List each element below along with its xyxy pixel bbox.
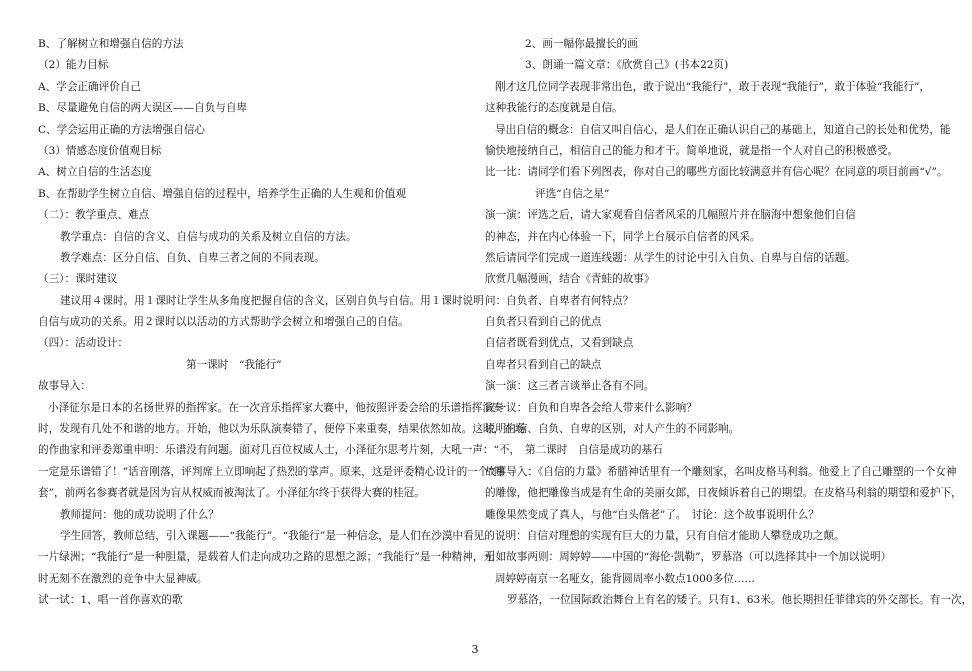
text-line: 故事导入： xyxy=(38,380,91,393)
text-line: 时无刻不在激烈的竞争中大显神威。 xyxy=(38,572,208,585)
text-line: 一定是乐谱错了！”话音刚落，评判席上立即响起了热烈的掌声。原来，这是评委精心设计的一个“圈 xyxy=(38,465,505,478)
lesson-title: 第二课时 自信是成功的基石 xyxy=(525,444,663,457)
text-line: B、了解树立和增强自信的方法 xyxy=(38,38,184,50)
text-line: 学生回答，教师总结，引入课题——“我能行”。“我能行”是一种信念，是人们在沙漠中看见的 xyxy=(60,529,495,542)
text-line: 演一演：评选之后，请大家观看自信者风采的几幅照片并在脑海中想象他们自信 xyxy=(485,209,856,222)
text-line: 的雕像，他把雕像当成是有生命的美丽女郎，日夜倾诉着自己的期望。在皮格马利翁的期望和爱护下， xyxy=(485,487,962,500)
section-heading: （二）：教学重点、难点 xyxy=(38,209,150,222)
text-line: （3）情感态度价值观目标 xyxy=(38,144,162,157)
text-line: 教学难点：区分自信、自负、自卑三者之间的不同表现。 xyxy=(60,251,325,264)
text-line: 问：自负者、自卑者有何特点？ xyxy=(485,294,634,307)
text-line: 欣赏几幅漫画，结合《青蛙的故事》 xyxy=(485,273,655,286)
text-line: 议一议：自负和自卑各会给人带来什么影响？ xyxy=(485,401,697,414)
text-line: A、学会正确评价自己 xyxy=(38,80,141,93)
text-line: 引如故事两则：周婷婷——中国的“海伦·凯勒”，罗慕洛（可以选择其中一个加以说明） xyxy=(485,551,892,564)
text-line: 3、朗诵一篇文章：《欣赏自己》(书本22页) xyxy=(525,59,729,72)
text-line: 套”，前两名参赛者就是因为盲从权威而被淘汰了。小泽征尔终于获得大赛的桂冠。 xyxy=(38,487,425,500)
text-line: 的神态，并在内心体验一下，同学上台展示自信者的风采。 xyxy=(485,230,761,243)
text-line: 比一比：请同学们看下列图表，你对自己的哪些方面比较满意并有信心呢？在同意的项目前画“√”。 xyxy=(485,166,948,179)
text-line: 时，发现有几处不和谐的地方。开始，他以为乐队演奏错了，便停下来重奏，结果依然如故。这时，在场 xyxy=(38,423,526,436)
text-line: 然后请同学们完成一道连线题：从学生的讨论中引入自负、自卑与自信的话题。 xyxy=(485,251,856,264)
text-line: 罗慕洛，一位国际政治舞台上有名的矮子。只有1、63米。他长期担任菲律宾的外交部长。有一次， xyxy=(507,594,972,607)
text-line: 自信与成功的关系。用２课时以以活动的方式帮助学会树立和增强自己的自信。 xyxy=(38,316,409,329)
text-line: 教师提问：他的成功说明了什么？ xyxy=(60,508,219,521)
text-line: A、树立自信的生活态度 xyxy=(38,166,152,179)
lesson-title: 第一课时 “我能行” xyxy=(186,358,282,371)
text-line: 故事导入：《自信的力量》希腊神话里有一个雕刻家，名叫皮格马利翁。他爱上了自己雕塑的一个女神 xyxy=(485,465,957,478)
text-line: （2）能力目标 xyxy=(38,59,109,72)
section-heading: （四）：活动设计： xyxy=(38,337,129,350)
text-line: 教学重点：自信的含义、自信与成功的关系及树立自信的方法。 xyxy=(60,230,357,243)
text-line: 自信者既看到优点，又看到缺点 xyxy=(485,337,634,350)
text-line: 周婷婷南京一名哑女，能背圆周率小数点1000多位…… xyxy=(495,572,756,585)
text-line: 试一试：1、唱一首你喜欢的歌 xyxy=(38,594,183,607)
text-line: 自负者只看到自己的优点 xyxy=(485,316,602,329)
text-line: 愉快地接纳自己，相信自己的能力和才干。简单地说，就是指一个人对自己的积极感受。 xyxy=(485,144,899,157)
text-line: 刚才这几位同学表现非常出色，敢于说出“我能行”，敢于表现“我能行”，敢于体验“我能行”， xyxy=(495,80,931,93)
text-line: B、在帮助学生树立自信、增强自信的过程中，培养学生正确的人生观和价值观 xyxy=(38,187,406,200)
text-line: 这种我能行的态度就是自信。 xyxy=(485,102,623,115)
page-number: 3 xyxy=(471,643,479,656)
text-line: 说明：自信对理想的实现有巨大的力量，只有自信才能助人攀登成功之颠。 xyxy=(495,529,845,542)
left-column xyxy=(38,34,526,612)
text-line: 导出自信的概念：自信又叫自信心，是人们在正确认识自己的基础上，知道自己的长处和优势，能 xyxy=(495,123,951,136)
text-line: 建议用４课时。用１课时让学生从多角度把握自信的含义，区别自负与自信。用１课时说明 xyxy=(60,294,484,307)
text-line: 说明自信、自负、自卑的区别，对人产生的不同影响。 xyxy=(485,423,740,436)
text-line: 一片绿洲；“我能行”是一种胆量，是载着人们走向成功之路的思想之源；“我能行”是一种精神，无 xyxy=(38,551,495,564)
text-line: 的作曲家和评委郑重申明：乐谱没有问题。面对几百位权威人士，小泽征尔思考片刻，大吼一声：“不， xyxy=(38,444,521,457)
text-line: C、学会运用正确的方法增强自信心 xyxy=(38,123,206,136)
text-line: B、尽量避免自信的两大误区——自负与自卑 xyxy=(38,102,248,115)
text-line: 雕像果然变成了真人，与他“白头偕老”了。 讨论：这个故事说明什么？ xyxy=(485,508,819,521)
text-line: 小泽征尔是日本的名扬世界的指挥家。在一次音乐指挥家大赛中，他按照评委会给的乐谱指挥演奏 xyxy=(48,401,504,414)
text-line: 自卑者只看到自己的缺点 xyxy=(485,358,602,371)
text-line: 2、画一幅你最擅长的画 xyxy=(525,38,638,50)
right-column xyxy=(485,34,972,612)
section-heading: （三）：课时建议 xyxy=(38,273,118,286)
text-line: 演一演：这三者言谈举止各有不同。 xyxy=(485,380,655,393)
activity-title: 评选“自信之星” xyxy=(535,187,610,200)
